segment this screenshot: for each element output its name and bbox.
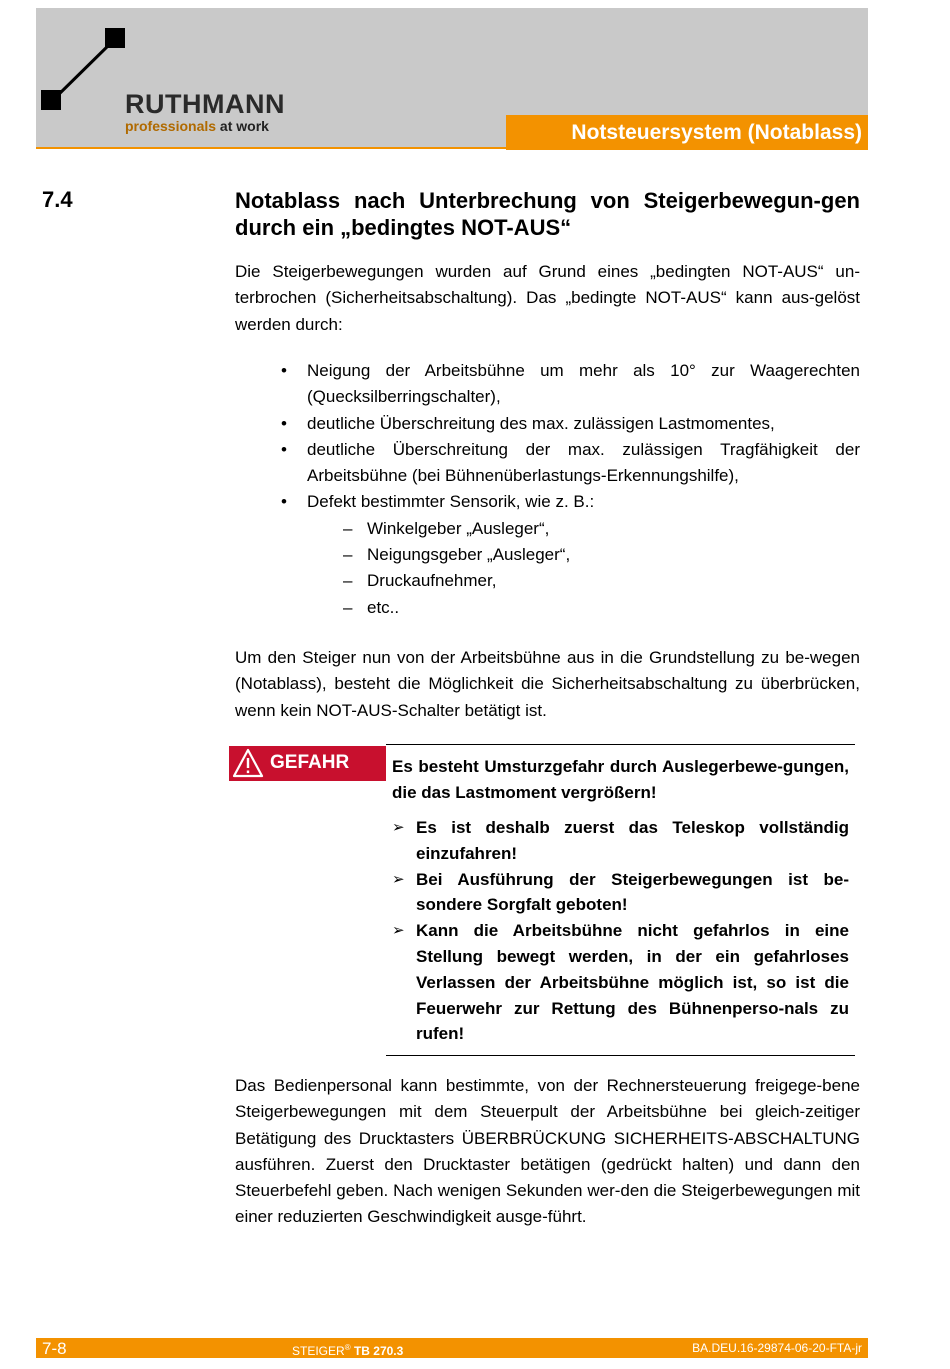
slogan-at-work: at work <box>216 118 269 134</box>
slogan-professionals: professionals <box>125 118 217 134</box>
section-title: Notablass nach Unterbrechung von Steigerbewegun-gen durch ein „bedingtes NOT-AUS“ <box>235 188 860 240</box>
danger-item: ➢ Kann die Arbeitsbühne nicht gefahrlos in eine Stellung bewegt werden, in der ein gefahrloses Verlassen der Arbeitsbühne möglich ist, so ist die Feuerwehr zur Rettung des Bühnenperso-nals zu rufen! <box>392 918 849 1047</box>
list-item: • Neigung der Arbeitsbühne um mehr als 10° zur Waagerechten (Quecksilberringschalter), <box>235 358 860 411</box>
danger-top-rule <box>386 744 855 745</box>
list-item: • Defekt bestimmter Sensorik, wie z. B.: – Winkelgeber „Ausleger“, – Neigungsgeber „Ausleger“, – Druckaufnehmer, – etc.. <box>235 489 860 620</box>
arrow-icon: ➢ <box>392 870 405 888</box>
sub-list-item: – etc.. <box>307 595 860 621</box>
arrow-icon: ➢ <box>392 922 405 940</box>
danger-item: ➢ Es ist deshalb zuerst das Teleskop vollständig einzufahren! <box>392 815 849 867</box>
brand-name: RUTHMANN <box>125 89 285 119</box>
bullet-icon: • <box>281 492 287 512</box>
bypass-paragraph: Um den Steiger nun von der Arbeitsbühne aus in die Grundstellung zu be-wegen (Notablass), besteht die Möglichkeit die Sicherheitsabschaltung zu überbrücken, wenn kein NOT-AUS-Schalter betätigt ist. <box>235 648 860 720</box>
danger-label: GEFAHR <box>270 752 350 773</box>
bullet-icon: • <box>281 361 287 380</box>
header-rule <box>36 147 506 149</box>
arrow-icon: ➢ <box>392 819 405 836</box>
sub-list-item: – Winkelgeber „Ausleger“, <box>307 516 860 542</box>
dash-icon: – <box>343 545 353 565</box>
page-title: Notsteuersystem (Notablass) <box>571 121 862 144</box>
page-number: 7-8 <box>42 1339 67 1358</box>
dash-icon: – <box>343 518 353 538</box>
operation-paragraph: Das Bedienpersonal kann bestimmte, von der Rechnersteuerung freigege-bene Steigerbewegungen mit dem Steuerpult der Arbeitsbühne bei gleich-zeitiger Betätigung des Drucktasters ÜBERBRÜCKUNG SICHERHEITS-ABSCHALTUNG ausführen. Zuerst den Drucktaster betätigen (gedrückt halten) und dann den Steuerbefehl geben. Nach wenigen Sekunden wer-den die Steigerbewegungen mit einer reduzierten Geschwindigkeit ausge-führt. <box>235 1076 860 1227</box>
sub-list-item: – Neigungsgeber „Ausleger“, <box>307 542 860 568</box>
list-item: • deutliche Überschreitung des max. zulässigen Lastmomentes, <box>235 411 860 437</box>
document-code: BA.DEU.16-29874-06-20-FTA-jr <box>692 1341 862 1355</box>
warning-triangle-icon <box>232 748 264 778</box>
sensor-list <box>307 516 860 621</box>
danger-item: ➢ Bei Ausführung der Steigerbewegungen ist be-sondere Sorgfalt geboten! <box>392 867 849 919</box>
bullet-icon: • <box>281 439 287 459</box>
danger-bottom-rule <box>386 1055 855 1056</box>
condition-list <box>235 358 860 621</box>
danger-instructions <box>392 815 849 1047</box>
intro-paragraph: Die Steigerbewegungen wurden auf Grund eines „bedingten NOT-AUS“ un-terbrochen (Sicherheitsabschaltung). Das „bedingte NOT-AUS“ kann aus-gelöst werden durch: <box>235 262 860 334</box>
section-number: 7.4 <box>42 187 73 212</box>
brand-slogan <box>125 118 269 134</box>
dash-icon: – <box>343 597 353 617</box>
bullet-icon: • <box>281 413 287 433</box>
sub-list-item: – Druckaufnehmer, <box>307 568 860 594</box>
product-name: STEIGER® TB 270.3 <box>292 1343 404 1358</box>
dash-icon: – <box>343 571 353 591</box>
list-item: • deutliche Überschreitung der max. zulässigen Tragfähigkeit der Arbeitsbühne (bei Bühnenüberlastungs-Erkennungshilfe), <box>235 437 860 490</box>
danger-text: Es besteht Umsturzgefahr durch Auslegerbewe-gungen, die das Lastmoment vergrößern! <box>392 757 849 802</box>
